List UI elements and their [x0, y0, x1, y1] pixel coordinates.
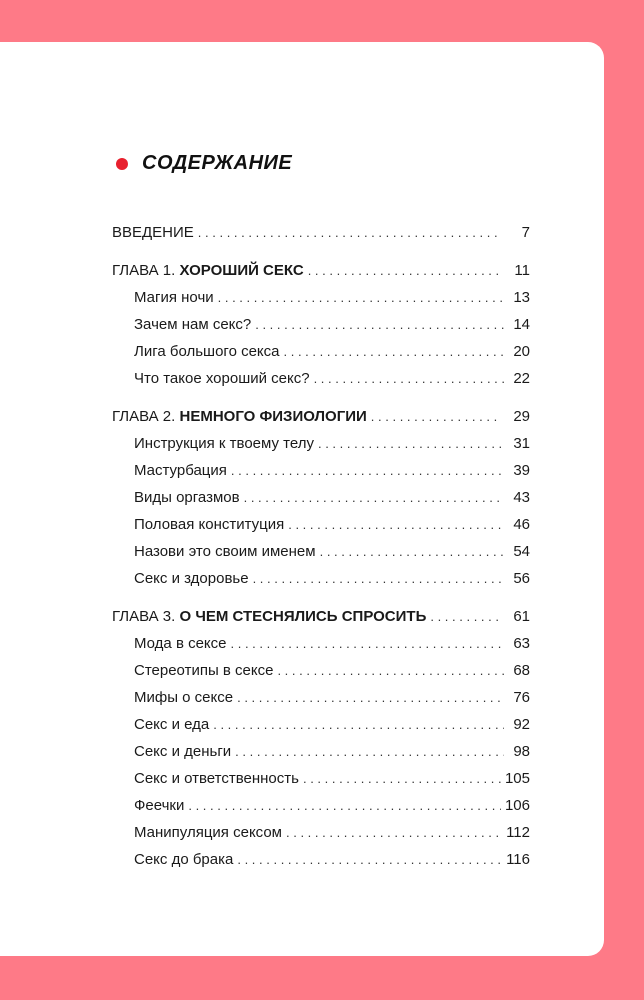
- toc-entry-title: [134, 516, 284, 533]
- toc-chapter-row: [112, 408, 530, 428]
- toc-entry-title: [134, 370, 310, 387]
- toc-section-row: [134, 635, 530, 655]
- toc-entry-prefix: Стереотипы в сексе: [134, 662, 274, 679]
- toc-page-number: 7: [521, 224, 530, 241]
- toc-page-number: 29: [513, 408, 530, 425]
- toc-page-number: 22: [513, 370, 530, 387]
- toc-page-number: 11: [514, 262, 530, 279]
- toc-entry-title: [134, 462, 227, 479]
- toc-page-number: 46: [513, 516, 530, 533]
- toc-section-row: [134, 370, 530, 390]
- toc-section-row: [134, 743, 530, 763]
- dot-leader: [213, 717, 504, 732]
- toc-entry-title: [134, 770, 299, 787]
- toc-entry-prefix: Феечки: [134, 797, 185, 814]
- toc-entry-title: [134, 489, 240, 506]
- dot-leader: [286, 825, 502, 840]
- dot-leader: [237, 690, 504, 705]
- dot-leader: [303, 771, 501, 786]
- dot-leader: [320, 544, 504, 559]
- contents-heading: [116, 152, 292, 175]
- dot-leader: [231, 636, 505, 651]
- toc-page-number: 31: [513, 435, 530, 452]
- toc-entry-prefix: Назови это своим именем: [134, 543, 316, 560]
- toc-page-number: 105: [504, 770, 530, 787]
- dot-leader: [277, 663, 504, 678]
- toc-entry-prefix: ГЛАВА 2.: [112, 408, 180, 425]
- toc-entry-prefix: Мастурбация: [134, 462, 227, 479]
- toc-entry-title: [134, 570, 249, 587]
- toc-page-number: 14: [513, 316, 530, 333]
- toc-page-number: 112: [506, 824, 530, 841]
- toc-entry-prefix: Лига большого секса: [134, 343, 280, 360]
- dot-leader: [318, 436, 504, 451]
- toc-entry-prefix: Секс и здоровье: [134, 570, 249, 587]
- toc-entry-prefix: Секс до брака: [134, 851, 234, 868]
- toc-page-number: 92: [513, 716, 530, 733]
- toc-section-row: [134, 716, 530, 736]
- toc-page-number: 76: [513, 689, 530, 706]
- toc-section-row: [134, 689, 530, 709]
- dot-leader: [371, 409, 500, 424]
- toc-section-row: [134, 662, 530, 682]
- dot-leader: [244, 490, 504, 505]
- toc-entry-prefix: Мифы о сексе: [134, 689, 234, 706]
- toc-section-row: [134, 435, 530, 455]
- toc-page-number: 56: [513, 570, 530, 587]
- toc-section-row: [134, 516, 530, 536]
- dot-leader: [231, 463, 504, 478]
- toc-entry-prefix: Мода в сексе: [134, 635, 227, 652]
- toc-entry-prefix: Манипуляция сексом: [134, 824, 282, 841]
- toc-entry-prefix: ВВЕДЕНИЕ: [112, 224, 194, 241]
- toc-entry-title: [134, 435, 314, 452]
- dot-leader: [237, 852, 502, 867]
- toc-section-row: [134, 770, 530, 790]
- toc-section-row: [134, 570, 530, 590]
- toc-entry-prefix: Секс и еда: [134, 716, 210, 733]
- toc-entry-title: [112, 608, 426, 625]
- toc-entry-prefix: Секс и деньги: [134, 743, 232, 760]
- toc-entry-prefix: Магия ночи: [134, 289, 214, 306]
- toc-page-number: 116: [506, 851, 530, 868]
- toc-entry-title: [112, 224, 194, 241]
- toc-page-number: 106: [504, 797, 530, 814]
- dot-leader: [314, 371, 504, 386]
- dot-leader: [253, 571, 504, 586]
- toc-page-number: 39: [513, 462, 530, 479]
- toc-chapter-row: [112, 262, 530, 282]
- toc-chapter-name: О ЧЕМ СТЕСНЯЛИСЬ СПРОСИТЬ: [179, 608, 427, 625]
- toc-chapter-row: [112, 224, 530, 244]
- contents-title: СОДЕРЖАНИЕ: [142, 152, 293, 174]
- toc-entry-prefix: Инструкция к твоему телу: [134, 435, 314, 452]
- dot-leader: [235, 744, 504, 759]
- toc-entry-title: [134, 343, 280, 360]
- toc-entry-title: [134, 662, 273, 679]
- dot-leader: [218, 290, 504, 305]
- toc-section-row: [134, 797, 530, 817]
- toc-entry-prefix: ГЛАВА 1.: [112, 262, 180, 279]
- toc-entry-title: [112, 408, 367, 425]
- toc-section-row: [134, 489, 530, 509]
- toc-entry-prefix: ГЛАВА 3.: [112, 608, 180, 625]
- toc-entry-title: [134, 824, 282, 841]
- dot-leader: [198, 225, 500, 240]
- toc-page-number: 98: [513, 743, 530, 760]
- toc-page-number: 63: [513, 635, 530, 652]
- toc-section-row: [134, 462, 530, 482]
- toc-entry-title: [134, 851, 233, 868]
- toc-page-number: 13: [513, 289, 530, 306]
- toc-entry-title: [134, 289, 214, 306]
- toc-page-number: 54: [513, 543, 530, 560]
- toc-entry-title: [112, 262, 304, 279]
- toc-entry-prefix: Зачем нам секс?: [134, 316, 252, 333]
- toc-chapter-name: ХОРОШИЙ СЕКС: [179, 262, 304, 279]
- toc-entry-title: [134, 316, 251, 333]
- toc-entry-prefix: Виды оргазмов: [134, 489, 240, 506]
- dot-leader: [255, 317, 504, 332]
- toc-section-row: [134, 343, 530, 363]
- toc-section-row: [134, 851, 530, 871]
- toc-entry-title: [134, 689, 233, 706]
- toc-page-number: 61: [513, 608, 530, 625]
- toc-section-row: [134, 316, 530, 336]
- toc-section-row: [134, 824, 530, 844]
- toc-entry-title: [134, 543, 316, 560]
- toc-entry-title: [134, 716, 209, 733]
- dot-leader: [308, 263, 500, 278]
- toc-entry-title: [134, 797, 184, 814]
- dot-leader: [188, 798, 501, 813]
- dot-leader: [288, 517, 504, 532]
- toc-section-row: [134, 289, 530, 309]
- toc-entry-title: [134, 635, 227, 652]
- dot-leader: [284, 344, 505, 359]
- toc-chapter-row: [112, 608, 530, 628]
- toc-entry-prefix: Половая конституция: [134, 516, 285, 533]
- toc-section-row: [134, 543, 530, 563]
- toc-entry-prefix: Что такое хороший секс?: [134, 370, 310, 387]
- toc-entry-prefix: Секс и ответственность: [134, 770, 299, 787]
- dot-leader: [430, 609, 500, 624]
- bullet-dot-icon: [116, 158, 128, 170]
- toc-page-number: 43: [513, 489, 530, 506]
- toc-entry-title: [134, 743, 231, 760]
- toc-chapter-name: НЕМНОГО ФИЗИОЛОГИИ: [179, 408, 367, 425]
- toc-page-number: 68: [513, 662, 530, 679]
- toc-page-number: 20: [513, 343, 530, 360]
